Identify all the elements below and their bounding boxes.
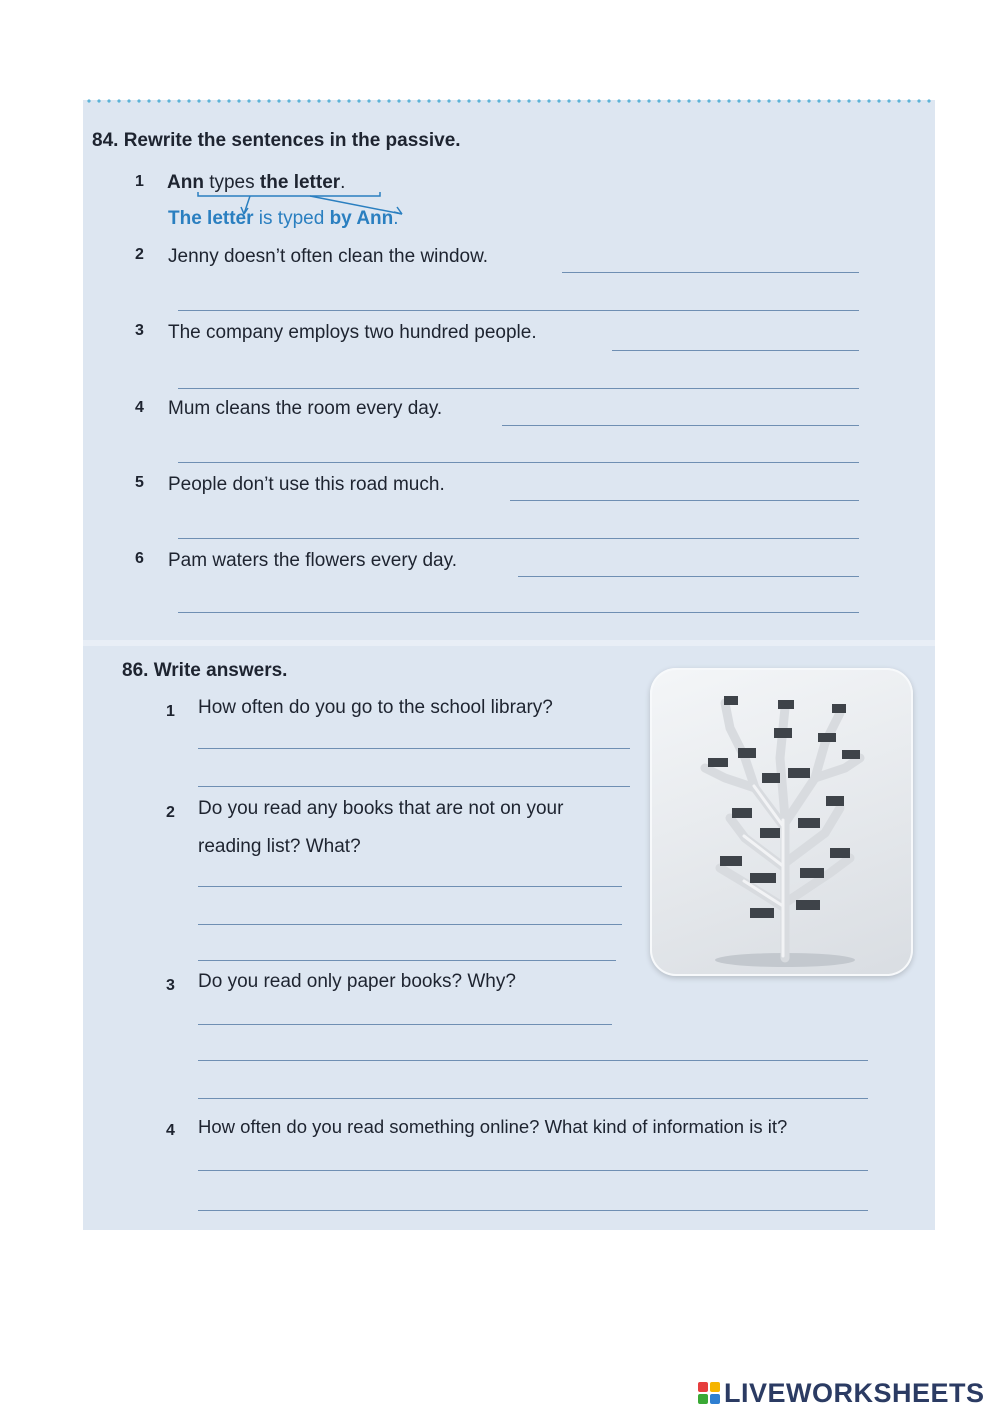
item-number: 2	[166, 804, 175, 821]
item-number: 3	[166, 977, 175, 994]
logo-squares-icon	[698, 1382, 720, 1404]
item-number: 2	[135, 246, 144, 263]
item-number: 3	[135, 322, 144, 339]
answer-line[interactable]	[198, 786, 630, 787]
liveworksheets-logo	[698, 1378, 998, 1408]
answer-line[interactable]	[178, 612, 859, 613]
bookshelf-tree-icon	[650, 668, 913, 976]
item-number: 5	[135, 474, 144, 491]
answer-line[interactable]	[198, 886, 622, 887]
sentence-3: The company employs two hundred people.	[168, 322, 537, 343]
dotted-border	[84, 98, 934, 104]
subject: Ann	[167, 172, 204, 193]
item-number: 4	[135, 399, 144, 416]
answer-agent: by Ann	[329, 208, 394, 229]
verb: types	[203, 172, 260, 193]
period: .	[340, 172, 346, 193]
exercise-86-title: 86. Write answers.	[122, 660, 288, 681]
answer-line[interactable]	[502, 425, 859, 426]
answer-line[interactable]	[178, 462, 859, 463]
question-3: Do you read only paper books? Why?	[198, 971, 516, 992]
item-number: 1	[135, 173, 144, 190]
bookshelf-tree-image	[650, 668, 913, 976]
answer-line[interactable]	[198, 1170, 868, 1171]
answer-subject: The letter	[168, 208, 254, 229]
sentence-5: People don’t use this road much.	[168, 474, 445, 495]
answer-line[interactable]	[198, 1098, 868, 1099]
question-4: How often do you read something online? What kind of information is it?	[198, 1116, 788, 1137]
answer-line[interactable]	[178, 310, 859, 311]
sentence-6: Pam waters the flowers every day.	[168, 550, 457, 571]
answer-line[interactable]	[198, 1060, 868, 1061]
answer-line[interactable]	[510, 500, 859, 501]
sentence-2: Jenny doesn’t often clean the window.	[168, 246, 489, 267]
answer-line[interactable]	[198, 1210, 868, 1211]
question-2-line1: Do you read any books that are not on your	[198, 798, 564, 819]
object: the letter	[259, 172, 341, 193]
logo-text: LIVEWORKSHEETS	[724, 1378, 985, 1408]
exercise-84-title: 84. Rewrite the sentences in the passive.	[92, 130, 461, 151]
sentence-4: Mum cleans the room every day.	[168, 398, 443, 419]
answer-line[interactable]	[562, 272, 859, 273]
answer-line[interactable]	[178, 388, 859, 389]
section-divider	[83, 640, 935, 646]
answer-line[interactable]	[178, 538, 859, 539]
answer-line[interactable]	[612, 350, 859, 351]
example-answer	[168, 208, 399, 230]
question-1: How often do you go to the school library?	[198, 697, 553, 718]
item-number: 1	[166, 703, 175, 720]
answer-line[interactable]	[198, 960, 616, 961]
answer-line[interactable]	[198, 748, 630, 749]
answer-line[interactable]	[198, 1024, 612, 1025]
item-number: 6	[135, 550, 144, 567]
item-number: 4	[166, 1122, 175, 1139]
answer-line[interactable]	[198, 924, 622, 925]
answer-verb: is typed	[253, 208, 330, 229]
answer-line[interactable]	[518, 576, 859, 577]
question-2-line2: reading list? What?	[198, 836, 361, 857]
answer-period: .	[393, 208, 399, 229]
